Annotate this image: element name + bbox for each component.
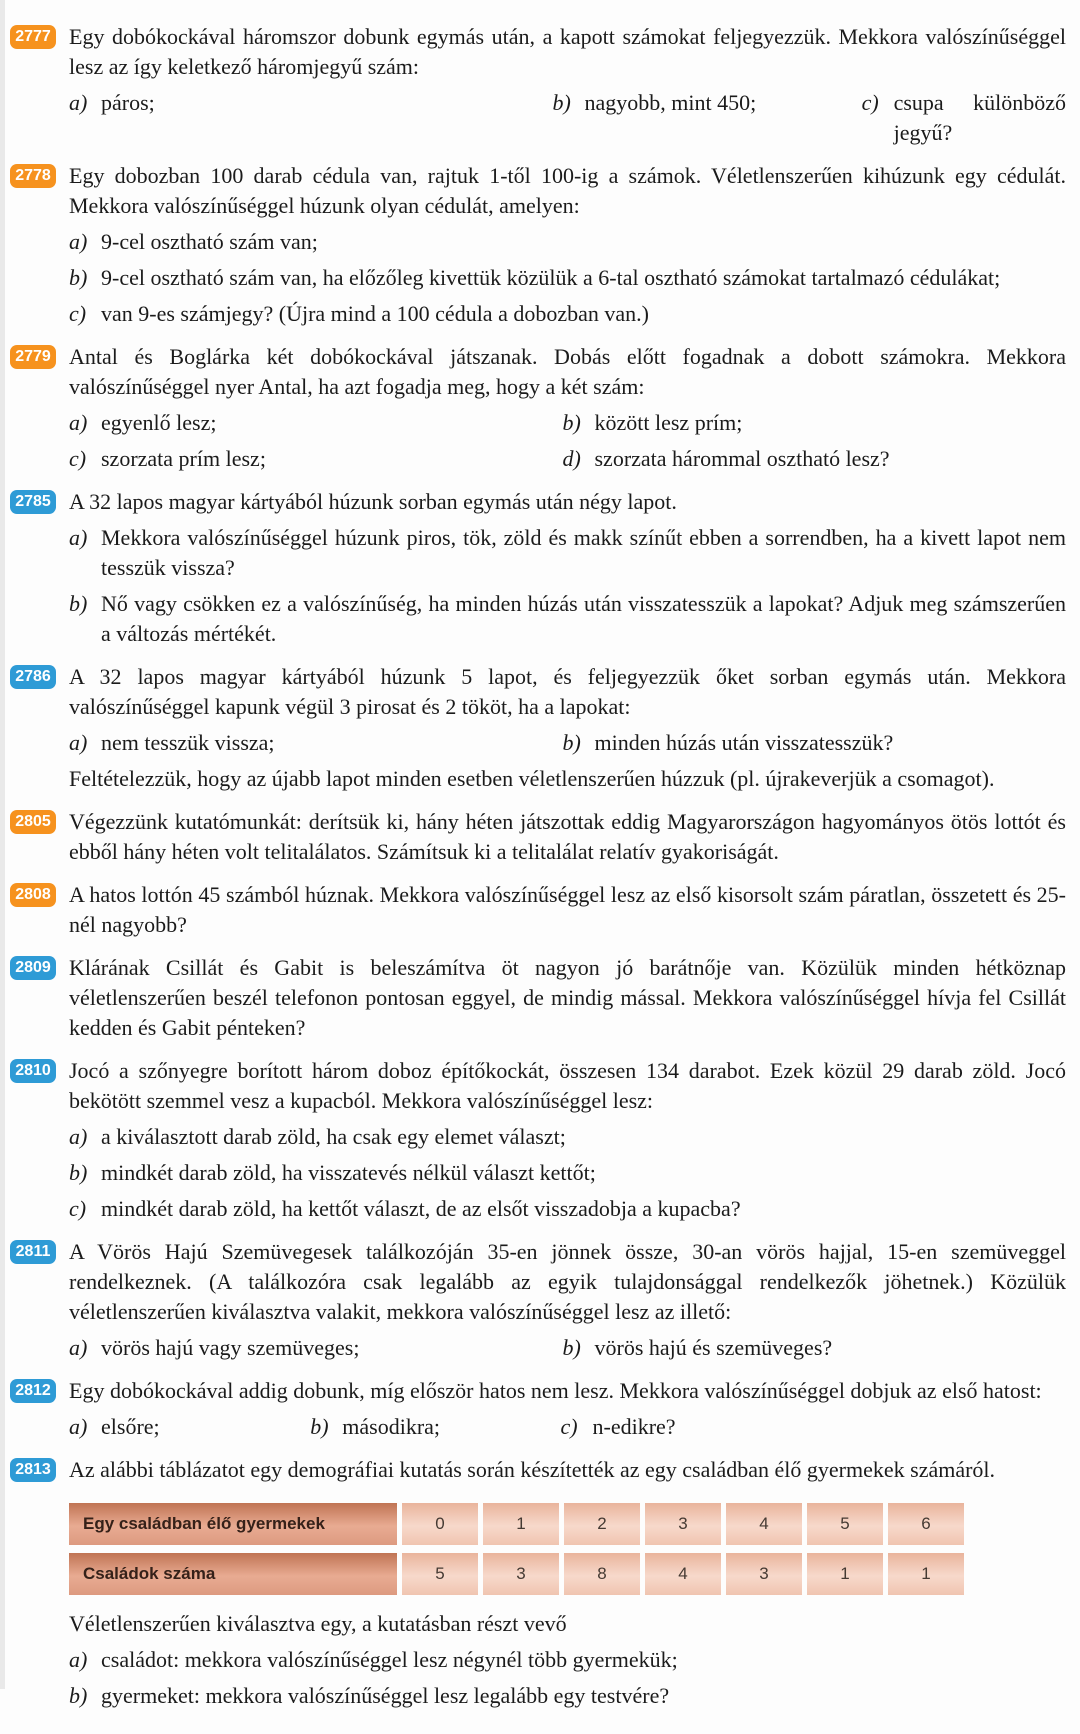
problem-statement: Jocó a szőnyegre borított három doboz építőkockát, összesen 134 darabot. Ezek közül 29 darab zöld. Jocó bekötött szemmel vesz a kupacból. Mekkora valószínűséggel lesz: — [69, 1058, 1066, 1113]
option-text: másodikra; — [342, 1414, 441, 1439]
sub-question — [69, 299, 1066, 329]
option-item — [69, 1333, 563, 1363]
problem-number-badge: 2813 — [10, 1458, 56, 1482]
option-letter: b) — [310, 1414, 329, 1439]
sub-text: Nő vagy csökken ez a valószínűség, ha minden húzás után visszatesszük a lapokat? Adjuk meg számszerűen a változás mértékét. — [101, 591, 1066, 646]
option-text: vörös hajú és szemüveges? — [594, 1335, 833, 1360]
sub-letter: c) — [69, 1196, 87, 1221]
option-letter: a) — [69, 1414, 88, 1439]
problem-content — [69, 22, 1066, 148]
option-text: szorzata prím lesz; — [101, 446, 266, 471]
sub-text: a kiválasztott darab zöld, ha csak egy elemet választ; — [101, 1124, 566, 1149]
option-item — [561, 1412, 1066, 1442]
problem-statement: Az alábbi táblázatot egy demográfiai kutatás során készítették az egy családban élő gyermekek számáról. — [69, 1457, 996, 1482]
option-text: egyenlő lesz; — [101, 410, 217, 435]
table-cell: 5 — [807, 1503, 883, 1545]
sub-text: mindkét darab zöld, ha visszatevés nélkül választ kettőt; — [101, 1160, 596, 1185]
problem-2785 — [10, 487, 1066, 649]
sub-question — [69, 1158, 1066, 1188]
problem-statement: Antal és Boglárka két dobókockával játszanak. Dobás előtt fogadnak a dobott számokra. Mekkora valószínűséggel nyer Antal, ha azt fogadja meg, hogy a két szám: — [69, 344, 1066, 399]
option-letter: a) — [69, 90, 88, 115]
sub-text: mindkét darab zöld, ha kettőt választ, de az elsőt visszadobja a kupacba? — [101, 1196, 741, 1221]
problem-content — [69, 1237, 1066, 1363]
sub-question — [69, 523, 1066, 583]
problem-2786 — [10, 662, 1066, 794]
option-text: n-edikre? — [592, 1414, 676, 1439]
problem-2808 — [10, 880, 1066, 940]
sub-letter: b) — [69, 591, 88, 616]
sub-letter: b) — [69, 265, 88, 290]
problem-2779 — [10, 342, 1066, 474]
sub-text: 9-cel osztható szám van; — [101, 229, 318, 254]
option-letter: c) — [69, 446, 87, 471]
table-cell: 2 — [564, 1503, 640, 1545]
sub-question — [69, 1122, 1066, 1152]
option-letter: c) — [560, 1414, 578, 1439]
option-text: nem tesszük vissza; — [101, 730, 275, 755]
options-row — [69, 88, 1066, 148]
option-item — [563, 408, 1066, 438]
sub-text: Mekkora valószínűséggel húzunk piros, tök, zöld és makk színűt ebben a sorrendben, ha a kivett lapot nem tesszük vissza? — [101, 525, 1066, 580]
option-text: elsőre; — [101, 1414, 160, 1439]
sub-question — [69, 1645, 1066, 1675]
table-cell: 4 — [645, 1553, 721, 1595]
sub-question — [69, 263, 1066, 293]
option-item — [310, 1412, 560, 1442]
sub-text: családot: mekkora valószínűséggel lesz négynél több gyermekük; — [101, 1647, 678, 1672]
sub-letter: a) — [69, 525, 88, 550]
table-row — [69, 1503, 964, 1545]
problem-number-badge: 2812 — [10, 1379, 56, 1403]
option-letter: a) — [69, 1335, 88, 1360]
option-letter: b) — [562, 410, 581, 435]
problem-number-badge: 2809 — [10, 956, 56, 980]
sub-letter: b) — [69, 1683, 88, 1708]
table-cell: 5 — [402, 1553, 478, 1595]
sub-letter: a) — [69, 229, 88, 254]
sub-question — [69, 1681, 1066, 1711]
option-letter: d) — [562, 446, 581, 471]
post-table-text: Véletlenszerűen kiválasztva egy, a kutatásban részt vevő — [69, 1611, 567, 1636]
problem-2778 — [10, 161, 1066, 329]
sub-text: van 9-es számjegy? (Újra mind a 100 cédula a dobozban van.) — [101, 301, 649, 326]
problem-content — [69, 342, 1066, 474]
problem-statement: Egy dobókockával addig dobunk, míg először hatos nem lesz. Mekkora valószínűséggel dobjuk az első hatost: — [69, 1378, 1042, 1403]
problem-content — [69, 1056, 1066, 1224]
problem-statement: Egy dobókockával háromszor dobunk egymás után, a kapott számokat feljegyezzük. Mekkora valószínűséggel lesz az így keletkező háromjegyű szám: — [69, 24, 1066, 79]
problem-statement: A 32 lapos magyar kártyából húzunk 5 lapot, és feljegyezzük őket sorban egymás után. Mekkora valószínűséggel kapunk végül 3 pirosat és 2 tököt, ha a lapokat: — [69, 664, 1066, 719]
sub-letter: b) — [69, 1160, 88, 1185]
option-item — [563, 444, 1066, 474]
option-letter: a) — [69, 730, 88, 755]
problem-number-badge: 2811 — [10, 1240, 56, 1264]
table-row — [69, 1553, 964, 1595]
options-row — [69, 1412, 1066, 1442]
problem-statement: A hatos lottón 45 számból húznak. Mekkora valószínűséggel lesz az első kisorsolt szám páratlan, összetett és 25-nél nagyobb? — [69, 882, 1066, 937]
problem-number-badge: 2810 — [10, 1059, 56, 1083]
table-cell: 0 — [402, 1503, 478, 1545]
option-text: minden húzás után visszatesszük? — [594, 730, 894, 755]
problem-content — [69, 953, 1066, 1043]
problem-number-badge: 2785 — [10, 490, 56, 514]
row-header-cell: Egy családban élő gyermekek — [69, 1503, 397, 1545]
problem-2812 — [10, 1376, 1066, 1442]
problem-statement: A Vörös Hajú Szemüvegesek találkozóján 35-en jönnek össze, 30-an vörös hajjal, 15-en szemüveggel rendelkeznek. (A találkozóra csak legalább az egyik tulajdonsággal rendelkezők jöhetnek.) Közülük véletlenszerűen kiválasztva valakit, mekkora valószínűséggel lesz az illető: — [69, 1239, 1066, 1324]
sub-letter: c) — [69, 301, 87, 326]
sub-text: gyermeket: mekkora valószínűséggel lesz legalább egy testvére? — [101, 1683, 670, 1708]
problem-content — [69, 880, 1066, 940]
option-letter: b) — [552, 90, 571, 115]
option-text: között lesz prím; — [594, 410, 743, 435]
problem-statement: Klárának Csillát és Gabit is beleszámítva öt nagyon jó barátnője van. Közülük minden hétköznap véletlenszerűen beszél telefonon pontosan eggyel, de mindig mással. Mekkora valószínűséggel hívja fel Csillát kedden és Gabit pénteken? — [69, 955, 1066, 1040]
option-text: páros; — [101, 90, 155, 115]
problem-content — [69, 1376, 1066, 1442]
option-text: csupa különböző jegyű? — [893, 90, 1066, 145]
options-row — [69, 1333, 1066, 1363]
row-header-cell: Családok száma — [69, 1553, 397, 1595]
table-cell: 8 — [564, 1553, 640, 1595]
page-left-edge — [0, 0, 5, 1689]
options-grid — [69, 408, 1066, 474]
option-item — [69, 728, 563, 758]
problem-2777 — [10, 22, 1066, 148]
table-cell: 6 — [888, 1503, 964, 1545]
problem-number-badge: 2786 — [10, 665, 56, 689]
problem-statement: Egy dobozban 100 darab cédula van, rajtuk 1-től 100-ig a számok. Véletlenszerűen kihúzunk egy cédulát. Mekkora valószínűséggel húzunk olyan cédulát, amelyen: — [69, 163, 1066, 218]
option-item — [69, 444, 563, 474]
sub-question — [69, 227, 1066, 257]
problem-content — [69, 807, 1066, 867]
sub-letter: a) — [69, 1124, 88, 1149]
table-cell: 3 — [726, 1553, 802, 1595]
problem-number-badge: 2808 — [10, 883, 56, 907]
option-item — [563, 1333, 1066, 1363]
sub-question — [69, 1194, 1066, 1224]
sub-question — [69, 589, 1066, 649]
sub-letter: a) — [69, 1647, 88, 1672]
options-row — [69, 728, 1066, 758]
option-letter: b) — [562, 730, 581, 755]
problem-2811 — [10, 1237, 1066, 1363]
problem-number-badge: 2777 — [10, 25, 56, 49]
problem-2810 — [10, 1056, 1066, 1224]
problem-number-badge: 2779 — [10, 345, 56, 369]
problem-content — [69, 662, 1066, 794]
problem-2809 — [10, 953, 1066, 1043]
option-item — [862, 88, 1066, 148]
option-item — [69, 88, 553, 148]
table-cell: 3 — [645, 1503, 721, 1545]
option-item — [563, 728, 1066, 758]
option-text: vörös hajú vagy szemüveges; — [101, 1335, 360, 1360]
option-text: nagyobb, mint 450; — [584, 90, 757, 115]
problem-number-badge: 2805 — [10, 810, 56, 834]
table-cell: 1 — [888, 1553, 964, 1595]
problem-content — [69, 161, 1066, 329]
problem-number-badge: 2778 — [10, 164, 56, 188]
option-letter: c) — [861, 90, 879, 115]
sub-text: 9-cel osztható szám van, ha előzőleg kivettük közülük a 6-tal osztható számokat tartalmazó cédulákat; — [101, 265, 1001, 290]
option-item — [69, 1412, 310, 1442]
option-letter: b) — [562, 1335, 581, 1360]
option-item — [69, 408, 563, 438]
table-cell: 1 — [483, 1503, 559, 1545]
problem-content — [69, 487, 1066, 649]
table-cell: 3 — [483, 1553, 559, 1595]
children-frequency-table — [64, 1495, 969, 1603]
table-cell: 1 — [807, 1553, 883, 1595]
problem-statement: A 32 lapos magyar kártyából húzunk sorban egymás után négy lapot. — [69, 489, 677, 514]
problem-2805 — [10, 807, 1066, 867]
option-item — [553, 88, 862, 148]
problem-statement: Végezzünk kutatómunkát: derítsük ki, hány héten játszottak eddig Magyarországon hagyományos ötös lottót és ebből hány héten volt telitalálatos. Számítsuk ki a telitalálat relatív gyakoriságát. — [69, 809, 1066, 864]
table-cell: 4 — [726, 1503, 802, 1545]
problem-content — [69, 1455, 1066, 1711]
option-text: szorzata hárommal osztható lesz? — [594, 446, 890, 471]
option-letter: a) — [69, 410, 88, 435]
problem-2813 — [10, 1455, 1066, 1711]
problem-note: Feltételezzük, hogy az újabb lapot minden esetben véletlenszerűen húzzuk (pl. újrakeverjük a csomagot). — [69, 766, 995, 791]
